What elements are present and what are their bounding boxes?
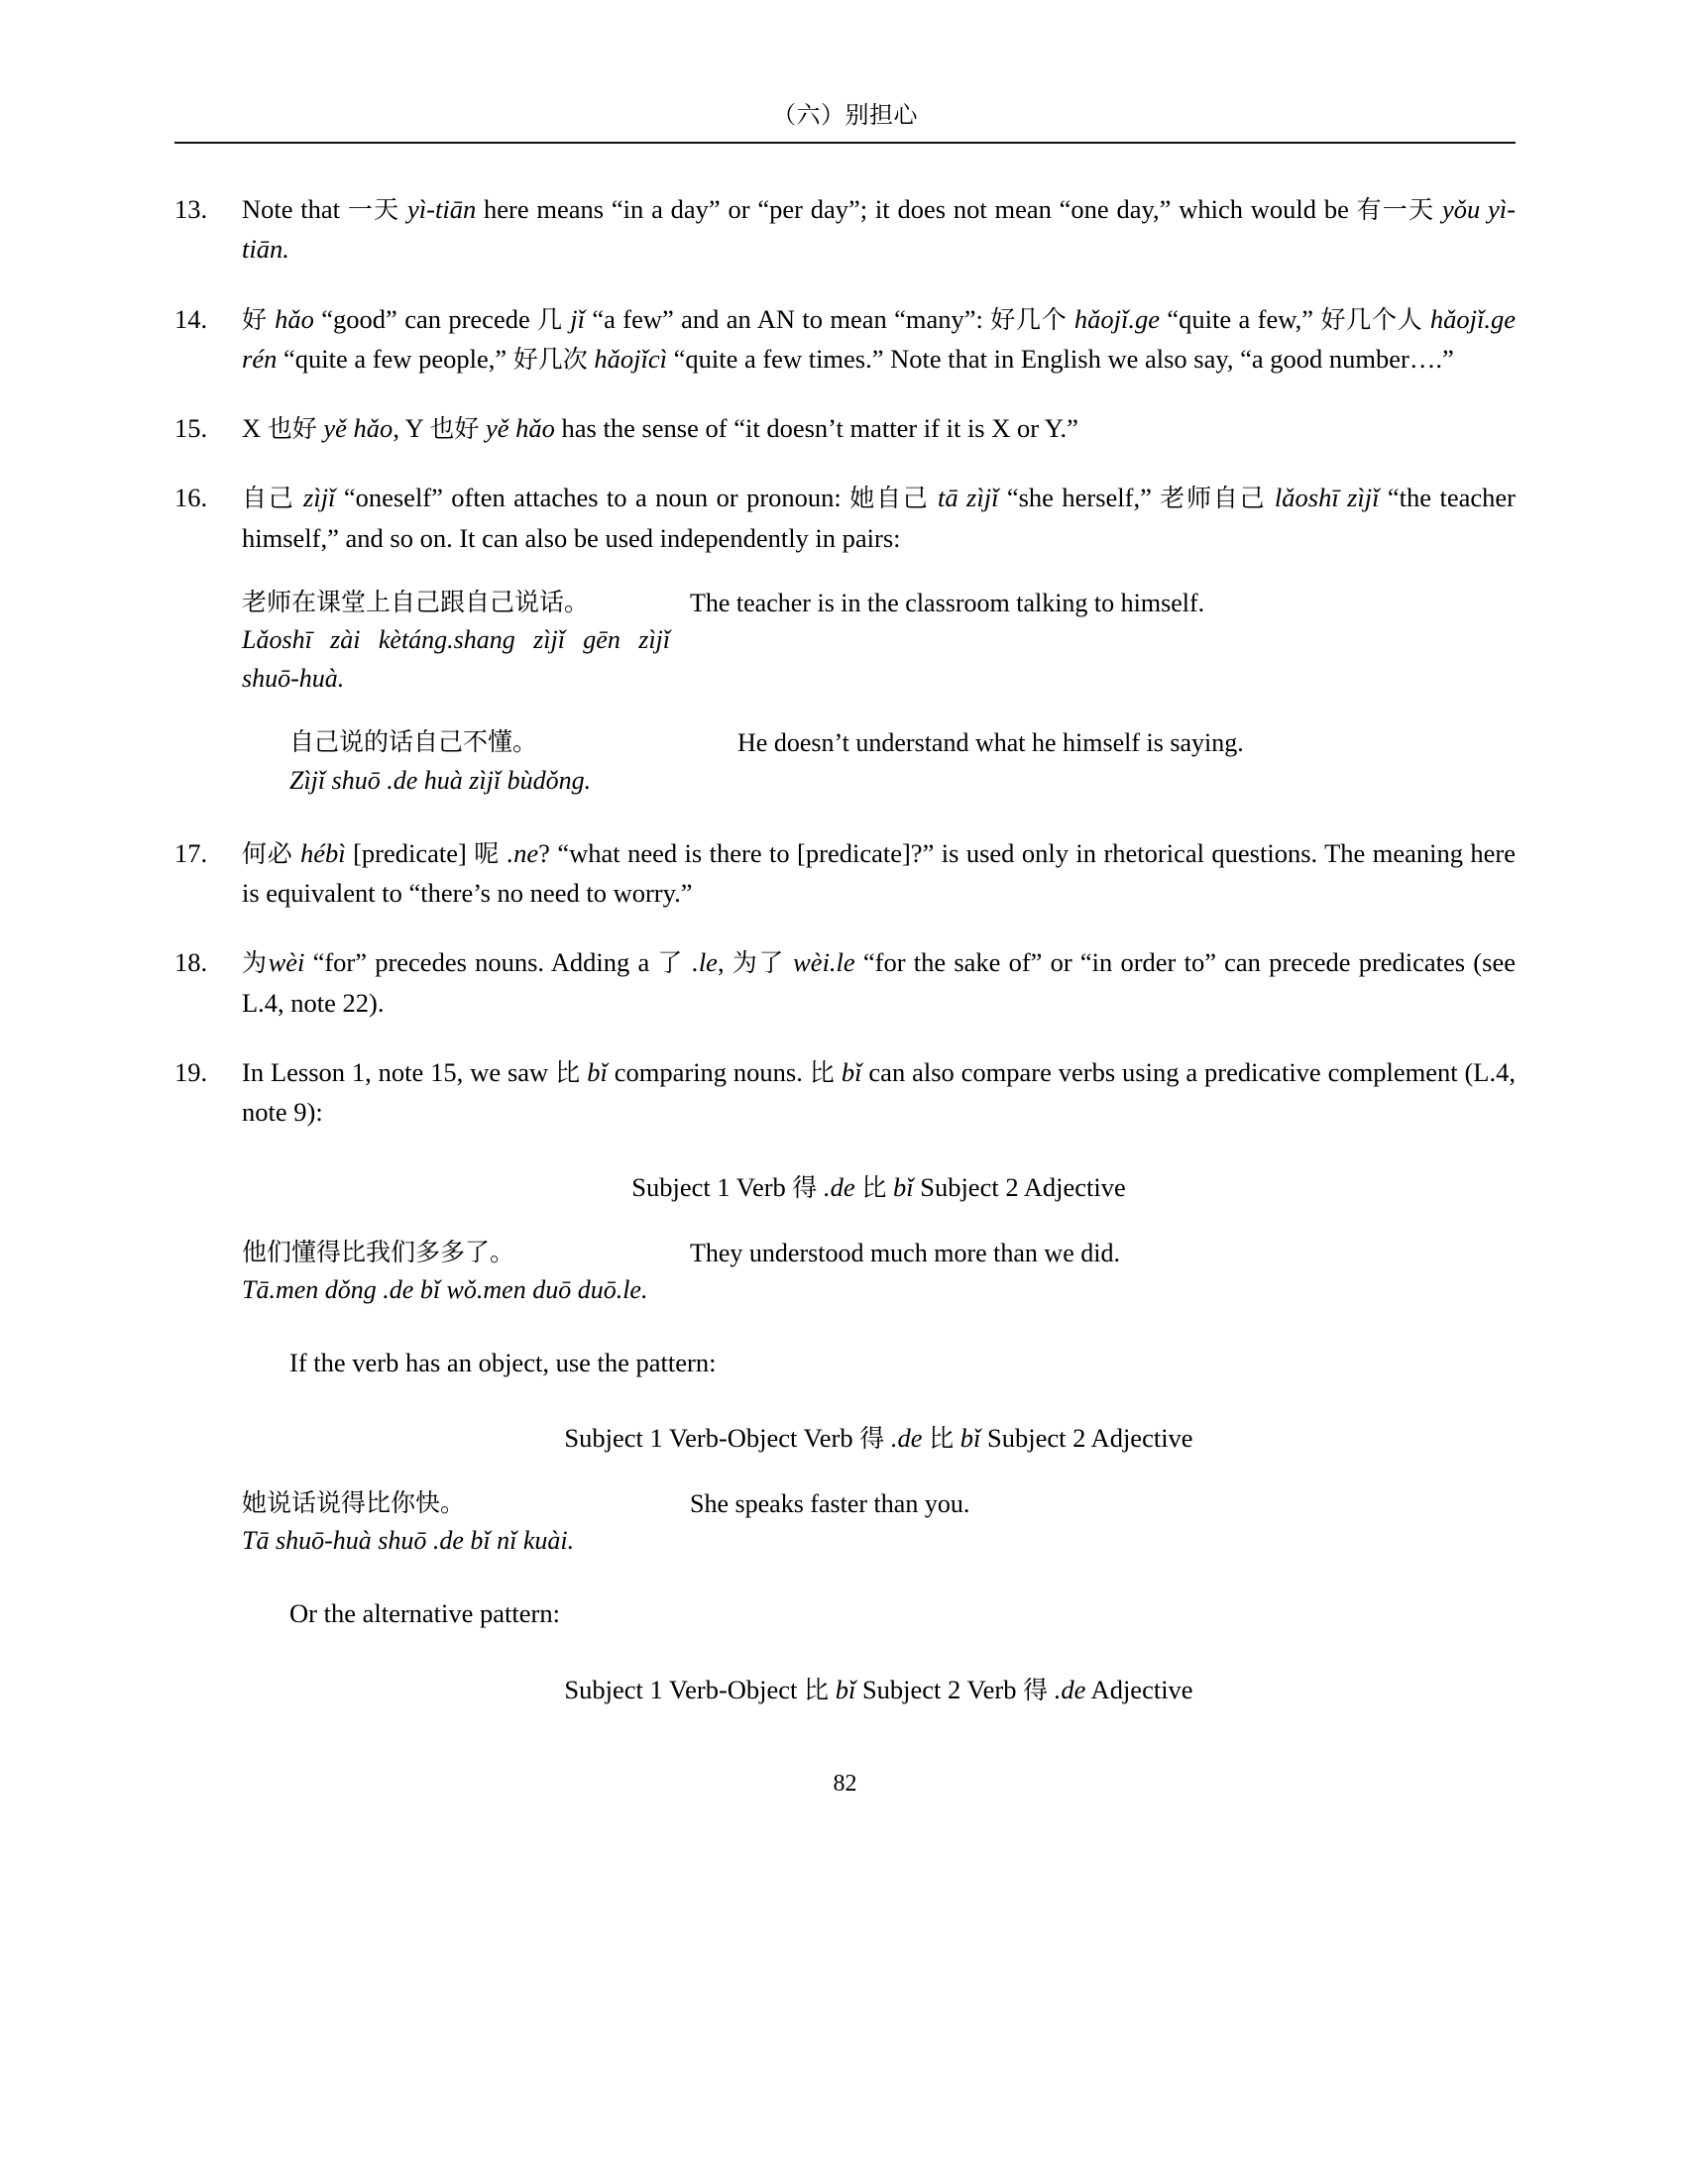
note-text: X 也好 yě hǎo, Y 也好 yě hǎo has the sense of “it doesn’t matter if it is X or Y.” (242, 413, 1078, 444)
note-body (242, 1052, 1516, 1709)
running-head: （六）别担心 (772, 103, 918, 129)
interstitial-line-2: Or the alternative pattern: (289, 1598, 560, 1629)
example-pinyin: Tā.men dǒng .de bǐ wǒ.men duō duō.le. (242, 1275, 648, 1305)
example-source (242, 1234, 690, 1310)
note-14 (174, 299, 1516, 380)
note-number: 18. (174, 947, 208, 978)
example-source (242, 1484, 690, 1561)
example-translation: He doesn’t understand what he himself is saying. (737, 728, 1244, 758)
note-number: 15. (174, 413, 208, 444)
pattern-line-1: Subject 1 Verb 得 .de 比 bǐ Subject 2 Adjective (631, 1172, 1126, 1203)
header-rule (174, 142, 1516, 144)
pattern-line-3: Subject 1 Verb-Object 比 bǐ Subject 2 Verb 得 .de Adjective (564, 1674, 1193, 1704)
example-pinyin: Tā shuō-huà shuō .de bǐ nǐ kuài. (242, 1526, 575, 1556)
note-number: 13. (174, 194, 208, 224)
example-pinyin: Zìjǐ shuō .de huà zìjǐ bùdǒng. (289, 765, 592, 795)
example-chinese: 老师在课堂上自己跟自己说话。 (242, 587, 590, 616)
example-pinyin: Lǎoshī zài kètáng.shang zìjǐ gēn zìjǐ shuō-huà. (242, 625, 670, 694)
note-text: 何必 hébì [predicate] 呢 .ne? “what need is there to [predicate]?” is used only in rhetorical questions. The meaning here is equivalent to “there’s no need to worry.” (242, 837, 1516, 909)
example-pair (242, 1484, 1516, 1561)
interstitial-line-1: If the verb has an object, use the pattern: (289, 1348, 717, 1378)
example-source (242, 584, 690, 699)
note-18 (174, 942, 1516, 1023)
note-number: 17. (174, 837, 208, 868)
example-pair (242, 584, 1516, 699)
note-13 (174, 189, 1516, 270)
note-19 (174, 1052, 1516, 1709)
example-chinese: 自己说的话自己不懂。 (289, 727, 538, 757)
note-text: 好 hǎo “good” can precede 几 jǐ “a few” and an AN to mean “many”: 好几个 hǎojǐ.ge “quite a few,” 好几个人 hǎojǐ.ge rén “quite a few people,” 好几次 hǎojǐcì “quite a few times.” Note that in English we also say, “a good number….” (242, 303, 1516, 374)
note-15 (174, 408, 1516, 448)
note-16 (174, 478, 1516, 800)
note-body (242, 478, 1516, 800)
example-translation: She speaks faster than you. (690, 1488, 970, 1518)
note-text: In Lesson 1, note 15, we saw 比 bǐ comparing nouns. 比 bǐ can also compare verbs using a predicative complement (L.4, note 9): (242, 1056, 1516, 1128)
example-chinese: 她说话说得比你快。 (242, 1487, 466, 1517)
page-number: 82 (833, 1770, 857, 1797)
example-source (242, 723, 737, 800)
note-number: 14. (174, 303, 208, 334)
example-chinese: 他们懂得比我们多多了。 (242, 1237, 515, 1266)
example-pair (242, 1234, 1516, 1310)
pattern-line-2: Subject 1 Verb-Object Verb 得 .de 比 bǐ Subject 2 Adjective (564, 1423, 1193, 1454)
note-text: 为wèi “for” precedes nouns. Adding a 了 .le, 为了 wèi.le “for the sake of” or “in order to” can precede predicates (see L.4, note 22). (242, 947, 1516, 1018)
note-text: Note that 一天 yì-tiān here means “in a day” or “per day”; it does not mean “one day,” which would be 有一天 yǒu yì-tiān. (242, 194, 1516, 265)
note-number: 16. (174, 483, 208, 513)
example-pair (242, 723, 1516, 800)
note-text: 自己 zìjǐ “oneself” often attaches to a noun or pronoun: 她自己 tā zìjǐ “she herself,” 老师自己 lǎoshī zìjǐ “the teacher himself,” and so on. It can also be used independently in pairs: (242, 483, 1516, 553)
note-number: 19. (174, 1056, 208, 1087)
example-translation: They understood much more than we did. (690, 1238, 1120, 1267)
note-17 (174, 833, 1516, 914)
example-translation: The teacher is in the classroom talking to himself. (690, 588, 1205, 617)
